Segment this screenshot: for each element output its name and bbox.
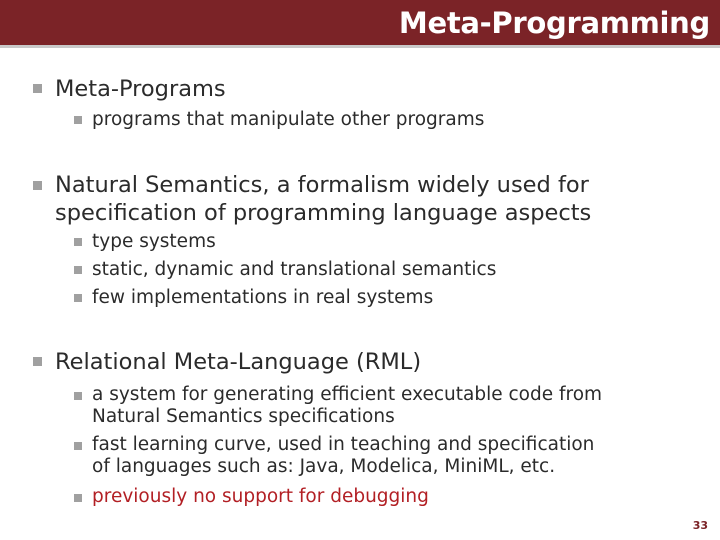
page-number: 33 [692,519,708,532]
list-item: static, dynamic and translational semantics [92,259,497,280]
list-item-highlighted: previously no support for debugging [92,486,429,507]
sub-bullet-square [74,294,82,302]
sub-bullet-square [74,116,82,124]
list-item: few implementations in real systems [92,287,434,308]
sub-bullet-square [74,238,82,246]
bullet-square [33,181,42,190]
list-item-line: fast learning curve, used in teaching and specification [92,434,595,455]
sub-bullet-square [74,392,82,400]
section-heading-natural-semantics-line1: Natural Semantics, a formalism widely used for [55,172,589,198]
list-item-line: Natural Semantics specifications [92,406,395,427]
list-item: programs that manipulate other programs [92,109,485,130]
sub-bullet-square [74,494,82,502]
section-heading-meta-programs: Meta-Programs [55,76,226,102]
list-item: type systems [92,231,216,252]
slide-title: Meta-Programming [398,6,710,40]
sub-bullet-square [74,266,82,274]
title-bar [0,0,720,48]
sub-bullet-square [74,442,82,450]
section-heading-rml: Relational Meta-Language (RML) [55,349,422,375]
bullet-square [33,84,42,93]
section-heading-natural-semantics-line2: specification of programming language aspects [55,200,592,226]
bullet-square [33,357,42,366]
list-item-line: a system for generating efficient executable code from [92,384,603,405]
list-item-line: of languages such as: Java, Modelica, MiniML, etc. [92,456,556,477]
